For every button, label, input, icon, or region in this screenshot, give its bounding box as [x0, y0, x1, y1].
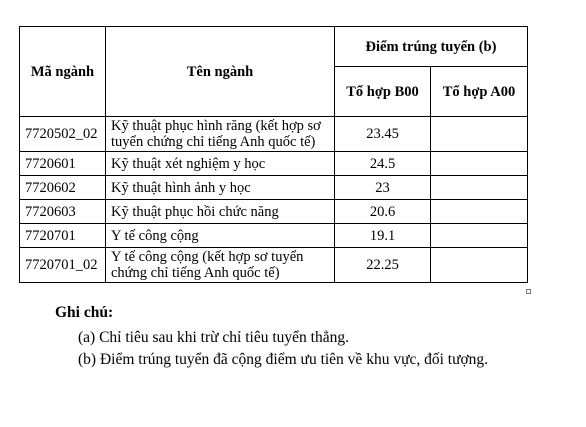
- notes-title: Ghi chú:: [55, 304, 114, 321]
- table-row: [20, 152, 528, 176]
- header-b00: Tổ hợp B00: [335, 67, 431, 117]
- score-a00-cell: [431, 117, 528, 152]
- table-resize-handle[interactable]: [526, 289, 531, 294]
- admission-score-table: [19, 26, 528, 283]
- major-code-cell: 7720602: [20, 176, 106, 200]
- major-code-cell: 7720603: [20, 200, 106, 224]
- table-header-row: [20, 27, 528, 67]
- header-a00: Tổ hợp A00: [431, 67, 528, 117]
- score-a00-cell: [431, 200, 528, 224]
- major-name-cell: Kỹ thuật xét nghiệm y học: [106, 152, 335, 176]
- table-row: [20, 248, 528, 283]
- major-name-cell: Kỹ thuật hình ảnh y học: [106, 176, 335, 200]
- score-b00-cell: 22.25: [335, 248, 431, 283]
- major-code-cell: 7720601: [20, 152, 106, 176]
- major-name-cell: Kỹ thuật phục hình răng (kết hợp sơ tuyển chứng chỉ tiếng Anh quốc tế): [106, 117, 335, 152]
- major-code-cell: 7720701: [20, 224, 106, 248]
- major-code-cell: 7720502_02: [20, 117, 106, 152]
- table-row: [20, 224, 528, 248]
- note-item: (b) Điểm trúng tuyển đã cộng điểm ưu tiên về khu vực, đối tượng.: [78, 351, 489, 368]
- major-name-cell: Y tế công cộng (kết hợp sơ tuyển chứng chỉ tiếng Anh quốc tế): [106, 248, 335, 283]
- table-row: [20, 176, 528, 200]
- notes-section: [55, 302, 488, 371]
- score-b00-cell: 19.1: [335, 224, 431, 248]
- table-row: [20, 117, 528, 152]
- major-code-cell: 7720701_02: [20, 248, 106, 283]
- score-b00-cell: 23: [335, 176, 431, 200]
- score-a00-cell: [431, 248, 528, 283]
- note-item: (a) Chỉ tiêu sau khi trừ chỉ tiêu tuyển thẳng.: [78, 329, 349, 346]
- table-row: [20, 200, 528, 224]
- score-a00-cell: [431, 224, 528, 248]
- header-major-name: Tên ngành: [106, 27, 335, 117]
- score-a00-cell: [431, 176, 528, 200]
- score-b00-cell: 24.5: [335, 152, 431, 176]
- header-score-group: Điểm trúng tuyển (b): [335, 27, 528, 67]
- header-major-code: Mã ngành: [20, 27, 106, 117]
- score-b00-cell: 23.45: [335, 117, 431, 152]
- major-name-cell: Kỹ thuật phục hồi chức năng: [106, 200, 335, 224]
- score-a00-cell: [431, 152, 528, 176]
- major-name-cell: Y tế công cộng: [106, 224, 335, 248]
- score-b00-cell: 20.6: [335, 200, 431, 224]
